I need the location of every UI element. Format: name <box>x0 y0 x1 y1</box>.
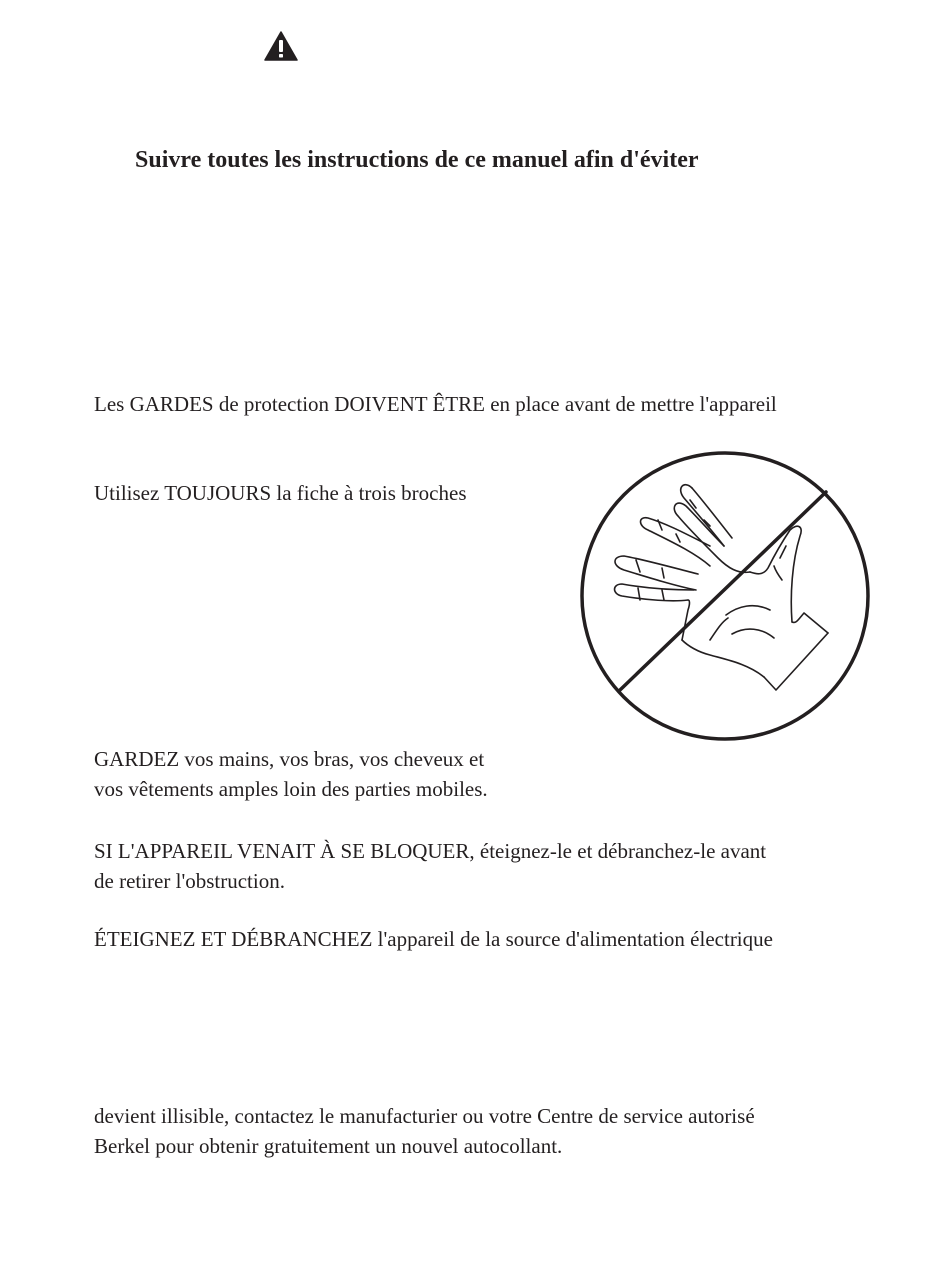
warning-triangle-icon <box>264 31 298 61</box>
keep-away-instruction <box>94 744 488 804</box>
jam-line-2: de retirer l'obstruction. <box>94 869 285 893</box>
plug-instruction: Utilisez TOUJOURS la fiche à trois broches <box>94 481 467 505</box>
guards-instruction: Les GARDES de protection DOIVENT ÊTRE en place avant de mettre l'appareil <box>94 392 777 416</box>
safety-headline: Suivre toutes les instructions de ce manuel afin d'éviter <box>135 147 699 173</box>
label-line-1: devient illisible, contactez le manufacturier ou votre Centre de service autorisé <box>94 1104 755 1128</box>
unplug-instruction: ÉTEIGNEZ ET DÉBRANCHEZ l'appareil de la source d'alimentation électrique <box>94 927 773 951</box>
label-replacement-instruction <box>94 1101 755 1161</box>
jam-instruction <box>94 836 766 896</box>
keep-away-line-1: GARDEZ vos mains, vos bras, vos cheveux et <box>94 747 485 771</box>
no-hands-prohibition-icon <box>578 450 872 742</box>
jam-line-1: SI L'APPAREIL VENAIT À SE BLOQUER, éteignez-le et débranchez-le avant <box>94 839 767 863</box>
keep-away-line-2: vos vêtements amples loin des parties mobiles. <box>94 777 488 801</box>
label-line-2: Berkel pour obtenir gratuitement un nouvel autocollant. <box>94 1134 563 1158</box>
